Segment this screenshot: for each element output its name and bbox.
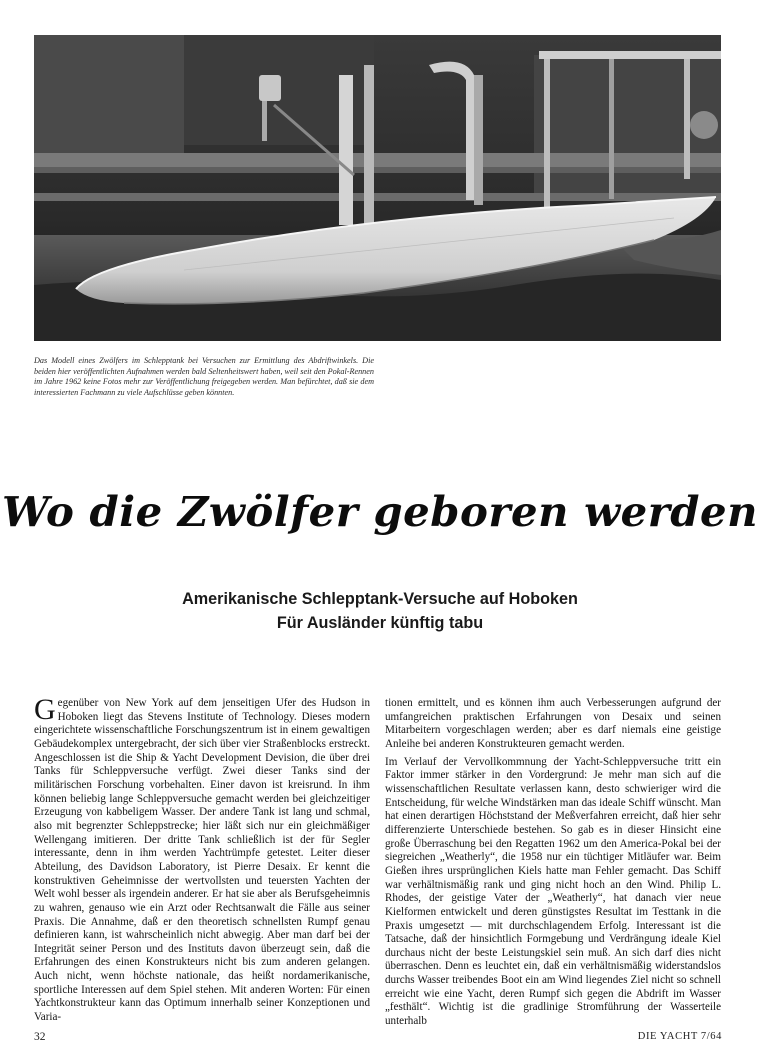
article-paragraph-2: Im Verlauf der Vervollkommnung der Yacht-Schleppversuche tritt ein Faktor immer stärker in den Vordergrund: Je mehr man sich auf die wissenschaftlichen Resultate verlassen kann, desto schwieriger wird die Entscheidung, für welche Windstärken man das ideale Schiff wünscht. Man hat einen derartigen Höchststand der Meßverfahren erreicht, daß hier sehr differenzierte Unterschiede bestehen. So gab es in dieser Hinsicht eine große Überraschung bei den Regatten 1962 um den America-Pokal bei der siegreichen „Weatherly“, die 1958 nur ein tüchtiger Mitläufer war. Beim Gießen ihres ursprünglichen Kiels hatte man Fehler gemacht. Das Schiff war verhältnismäßig rank und ging nicht hoch an den Wind. Philip L. Rhodes, der geistige Vater der „Weatherly“, hat danach vier neue Kielformen entwickelt und deren günstigstes Resultat im Testtank in die Praxis umgesetzt — mit durchschlagendem Erfolg. Interessant ist die Tatsache, daß der hinsichtlich Formgebung und Verdrängung ideale Kiel durchaus nicht der beste Leistungskiel sein muß. An sich darf dies nicht überraschen. Denn es leuchtet ein, daß ein verhältnismäßig widerstandslos durchs Wasser treibendes Boot ein am Wind liegendes Ziel nicht so schnell erreicht wie eine Yacht, deren Rumpf sich gegen die Abdrift im Wasser „festhält“. Wichtig ist die gradlinige Stromführung der Wasserteile unterhalb	[385, 755, 721, 1028]
hull-model-photo	[34, 35, 721, 341]
article-text-left: egenüber von New York auf dem jenseitigen Ufer des Hudson in Hoboken liegt das Stevens Institute of Technology. Dieses modern eingerichtete wissenschaftliche Forschungszentrum ist in einem gewaltigen Gebäudekomplex untergebracht, der sich über vier Straßenblocks erstreckt. Angeschlossen ist die Ship & Yacht Development Devision, die über drei Tanks für Schleppversuche verfügt. Zwei dieser Tanks sind der militärischen Forschung vorbehalten. Einer davon ist kreisrund. In ihm können beliebig lange Schleppversuche gemacht werden bei gleichzeitiger Erzeugung von kabbeligem Wasser. Der andere Tank ist lang und schmal, also mit begrenzter Schleppstrecke; hier läßt sich nur ein gleichmäßiger Wellengang imitieren. Der dritte Tank schließlich ist der für Segler interessante, denn in ihm werden Yachtrümpfe getestet. Leiter dieser Abteilung, des Davidson Laboratory, ist Pierre Desaix. Er kennt die konstruktiven Geheimnisse der wertvollsten und teuersten Yachten der Welt wohl besser als irgendein anderer. Er hat sie aber als Berufsgeheimnis zu wahren, genauso wie ein Arzt oder Rechtsanwalt die Fälle aus seiner Praxis. Die Annahme, daß er den theoretisch schnellsten Rumpf genau definieren kann, ist wahrscheinlich nicht abwegig. Aber man darf bei der Integrität seiner Person und des Instituts davon überzeugt sein, daß die Erfahrungen des einen Konstrukteurs nicht bis zum anderen gelangen. Auch nicht, wenn höchste nationale, das heißt nordamerikanische, sportliche Interessen auf dem Spiel stehen. Mit anderen Worten: Für einen Yachtkonstrukteur kann das Optimum innerhalb seiner Konzeptionen und Varia-	[34, 697, 370, 1024]
article-paragraph-1: tionen ermittelt, und es können ihm auch Verbesserungen aufgrund der umfangreichen praktischen Erfahrungen von Desaix und seinen Mitarbeitern vorgeschlagen werden; aber es darf niemals eine geistige Anleihe bei anderen Konstrukteuren gemacht werden.	[385, 697, 721, 750]
article-column-right	[385, 697, 721, 1029]
page-number: 32	[34, 1031, 46, 1043]
photo-caption: Das Modell eines Zwölfers im Schlepptank bei Versuchen zur Ermittlung des Abdriftwinkels. Die beiden hier veröffentlichten Aufnahmen werden bald Seltenheitswert haben, weil seit den Pokal-Rennen im Jahre 1962 keine Fotos mehr zur Veröffentlichung freigegeben werden. Man befürchtet, daß sie dem interessierten Fachmann zu viele Aufschlüsse geben könnten.	[34, 356, 374, 397]
subheadline-line-1: Amerikanische Schlepptank-Versuche auf Hoboken	[182, 590, 578, 608]
subheadline-line-2: Für Ausländer künftig tabu	[276, 614, 484, 632]
article-headline: Wo die Zwölfer geboren werden	[1, 488, 759, 536]
article-paragraph	[34, 693, 370, 1025]
article-column-left	[34, 693, 370, 1025]
towing-tank-illustration	[34, 35, 721, 341]
magazine-issue: DIE YACHT 7/64	[637, 1031, 722, 1042]
drop-cap: G	[34, 693, 56, 726]
